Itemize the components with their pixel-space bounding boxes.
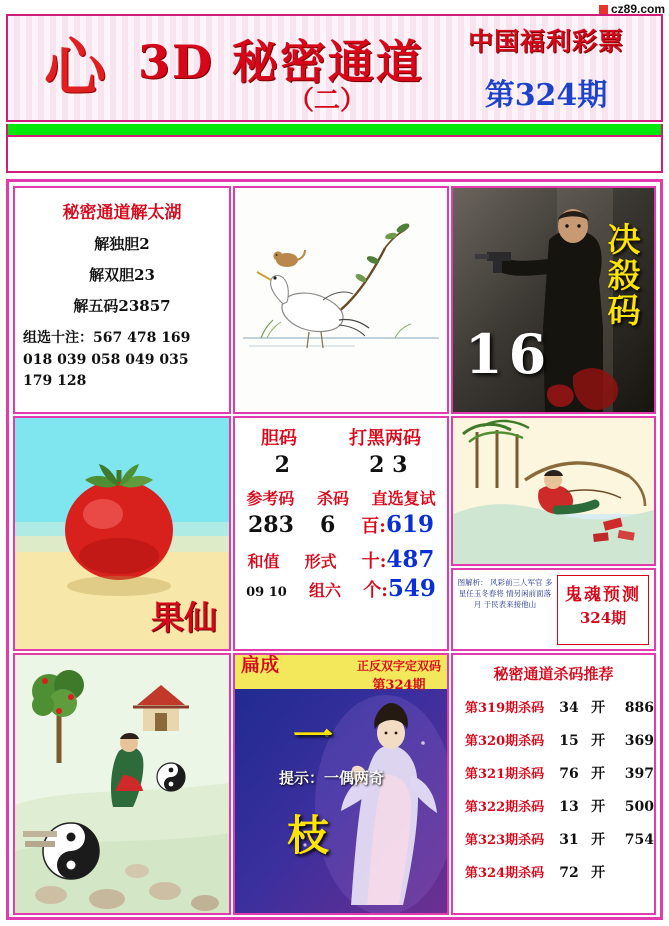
kill-row-number: 34 <box>559 700 579 716</box>
kill-row-number: 13 <box>559 799 579 815</box>
kill-row-number: 15 <box>559 733 579 749</box>
issue-line <box>441 70 651 114</box>
bai-value: 619 <box>385 511 434 538</box>
taihu-line-2: 解双胆23 <box>89 266 155 284</box>
bai-label: 百 <box>361 516 380 537</box>
table-row <box>453 697 654 717</box>
page-title <box>138 26 424 92</box>
sha-label: 杀码 <box>316 489 349 508</box>
zu-group-3: 179 128 <box>23 373 87 390</box>
kill-row-open: 886 <box>624 700 654 716</box>
cankao-label: 参考码 <box>246 489 295 508</box>
zhixuan-label: 直选复试 <box>371 489 436 508</box>
title-3d: 3D <box>138 35 214 89</box>
kill-row-number: 76 <box>559 766 579 782</box>
table-row <box>453 730 654 750</box>
kill-row-open: 369 <box>624 733 654 749</box>
zu-label: 组选十注： <box>23 330 93 346</box>
lottery-name: 中国福利彩票 <box>467 27 624 56</box>
beauty-badge-right <box>357 657 441 693</box>
dan-label: 胆码 <box>261 428 297 449</box>
ge-value: 549 <box>387 575 436 602</box>
site-watermark <box>599 2 665 16</box>
beauty-big-one: 一 <box>293 713 333 760</box>
crane-painting-panel <box>233 186 449 414</box>
table-row <box>453 763 654 783</box>
row-dan-headers <box>235 424 447 450</box>
numbers-panel <box>233 416 449 651</box>
dan-value: 2 <box>274 452 290 478</box>
zu-group-2: 018 039 058 049 035 <box>23 351 189 368</box>
kill-row-label: 第322期杀码 <box>465 800 545 815</box>
beauty-badge-left: 扁成 <box>241 654 280 676</box>
watermark-text: cz89.com <box>610 2 665 16</box>
garden-painting-panel <box>13 653 231 915</box>
hezhi-value: 09 10 <box>246 585 287 600</box>
blank-strip <box>6 135 663 173</box>
xingshi-label: 形式 <box>304 552 337 571</box>
table-row <box>453 796 654 816</box>
beauty-hint: 提示：一偶两奇 <box>279 769 385 787</box>
kill-row-label: 第323期杀码 <box>465 833 545 848</box>
kill-row-number: 31 <box>559 832 579 848</box>
kill-row-label: 第320期杀码 <box>465 734 545 749</box>
kill-table-title: 秘密通道杀码推荐 <box>493 665 614 683</box>
kill-history-panel <box>451 653 656 915</box>
row-he-headers <box>235 546 447 573</box>
garden-artwork <box>15 655 229 913</box>
dahei-label: 打黑两码 <box>349 428 421 449</box>
fisherman-artwork <box>453 418 654 564</box>
kill-row-open-label: 开 <box>591 700 606 716</box>
poster-body <box>6 179 663 920</box>
shi-group: 十:487 <box>361 546 435 573</box>
shi-label: 十 <box>361 551 380 572</box>
table-row <box>453 829 654 849</box>
zu-group-1: 567 478 169 <box>93 330 191 346</box>
shi-value: 487 <box>386 546 435 573</box>
bai-group: 百:619 <box>361 511 434 538</box>
hezhi-label: 和值 <box>247 552 280 571</box>
green-divider <box>6 124 663 135</box>
kill-vertical-label: 决殺码 <box>607 220 641 331</box>
kill-row-open: 500 <box>624 799 654 815</box>
kill-row-label: 第319期杀码 <box>465 701 545 716</box>
ghost-prediction-panel <box>451 568 656 651</box>
taihu-line-1: 解独胆2 <box>94 235 150 253</box>
ge-group: 个:549 <box>363 575 436 602</box>
title-subtitle: （二） <box>288 86 367 116</box>
row-dan-values <box>235 452 447 478</box>
zu-selection-block <box>15 328 229 393</box>
row-he-values <box>235 575 447 602</box>
kill-row-label: 第324期杀码 <box>465 866 545 881</box>
header-right-block <box>441 22 651 114</box>
beauty-big-zhi: 枝 <box>287 811 330 860</box>
table-row <box>453 862 654 882</box>
row-ref-headers <box>235 486 447 509</box>
taihu-title: 秘密通道解太湖 <box>62 203 182 223</box>
issue-number: 324 <box>514 78 578 113</box>
fruit-word: 果仙 <box>151 598 217 637</box>
ge-label: 个 <box>363 580 382 601</box>
fucai-logo <box>12 22 132 114</box>
ghost-issue: 324期 <box>579 609 627 627</box>
kill-row-label: 第321期杀码 <box>465 767 545 782</box>
logo-glyph-icon: 心 <box>43 31 100 104</box>
dahei-value: 2 3 <box>369 452 408 478</box>
crane-artwork <box>235 188 447 412</box>
taihu-line-3: 解五码23857 <box>73 297 171 315</box>
kill-row-open: 754 <box>624 832 654 848</box>
poster-header <box>6 14 663 122</box>
row-ref-values <box>235 511 447 538</box>
taihu-panel <box>13 186 231 414</box>
kill-row-open-label: 开 <box>591 832 606 848</box>
zu-line-1 <box>23 328 229 350</box>
kill-row-number: 72 <box>559 865 579 881</box>
beauty-badge-line2: 第324期 <box>372 678 426 693</box>
watermark-square-icon <box>599 5 608 14</box>
kill-row-open-label: 开 <box>591 766 606 782</box>
ghost-badge <box>557 575 649 645</box>
ghost-title: 鬼魂预测 <box>565 585 641 605</box>
fisherman-painting-panel <box>451 416 656 566</box>
ghost-poem: 图解析： 风彩前三人军官 多星任玉冬春将 情另闲前面落月 于民表来接他山 <box>457 578 553 609</box>
beauty-panel <box>233 653 449 915</box>
kill-number-photo-panel <box>451 186 656 414</box>
title-main: 秘密通道 <box>231 35 424 89</box>
zuliu-label: 组六 <box>309 581 342 600</box>
kill-row-open-label: 开 <box>591 865 606 881</box>
page-bottom-strip <box>6 920 663 924</box>
beauty-badge-line1: 正反双字定双码 <box>356 659 441 673</box>
kill-row-open: 397 <box>624 766 654 782</box>
sha-value: 6 <box>319 512 336 538</box>
kill-big-number: 16 <box>465 322 553 386</box>
fruit-panel <box>13 416 231 651</box>
kill-row-open-label: 开 <box>591 799 606 815</box>
cankao-value: 283 <box>248 512 294 538</box>
kill-row-open-label: 开 <box>591 733 606 749</box>
issue-prefix: 第 <box>484 78 515 113</box>
issue-suffix: 期 <box>577 78 608 113</box>
